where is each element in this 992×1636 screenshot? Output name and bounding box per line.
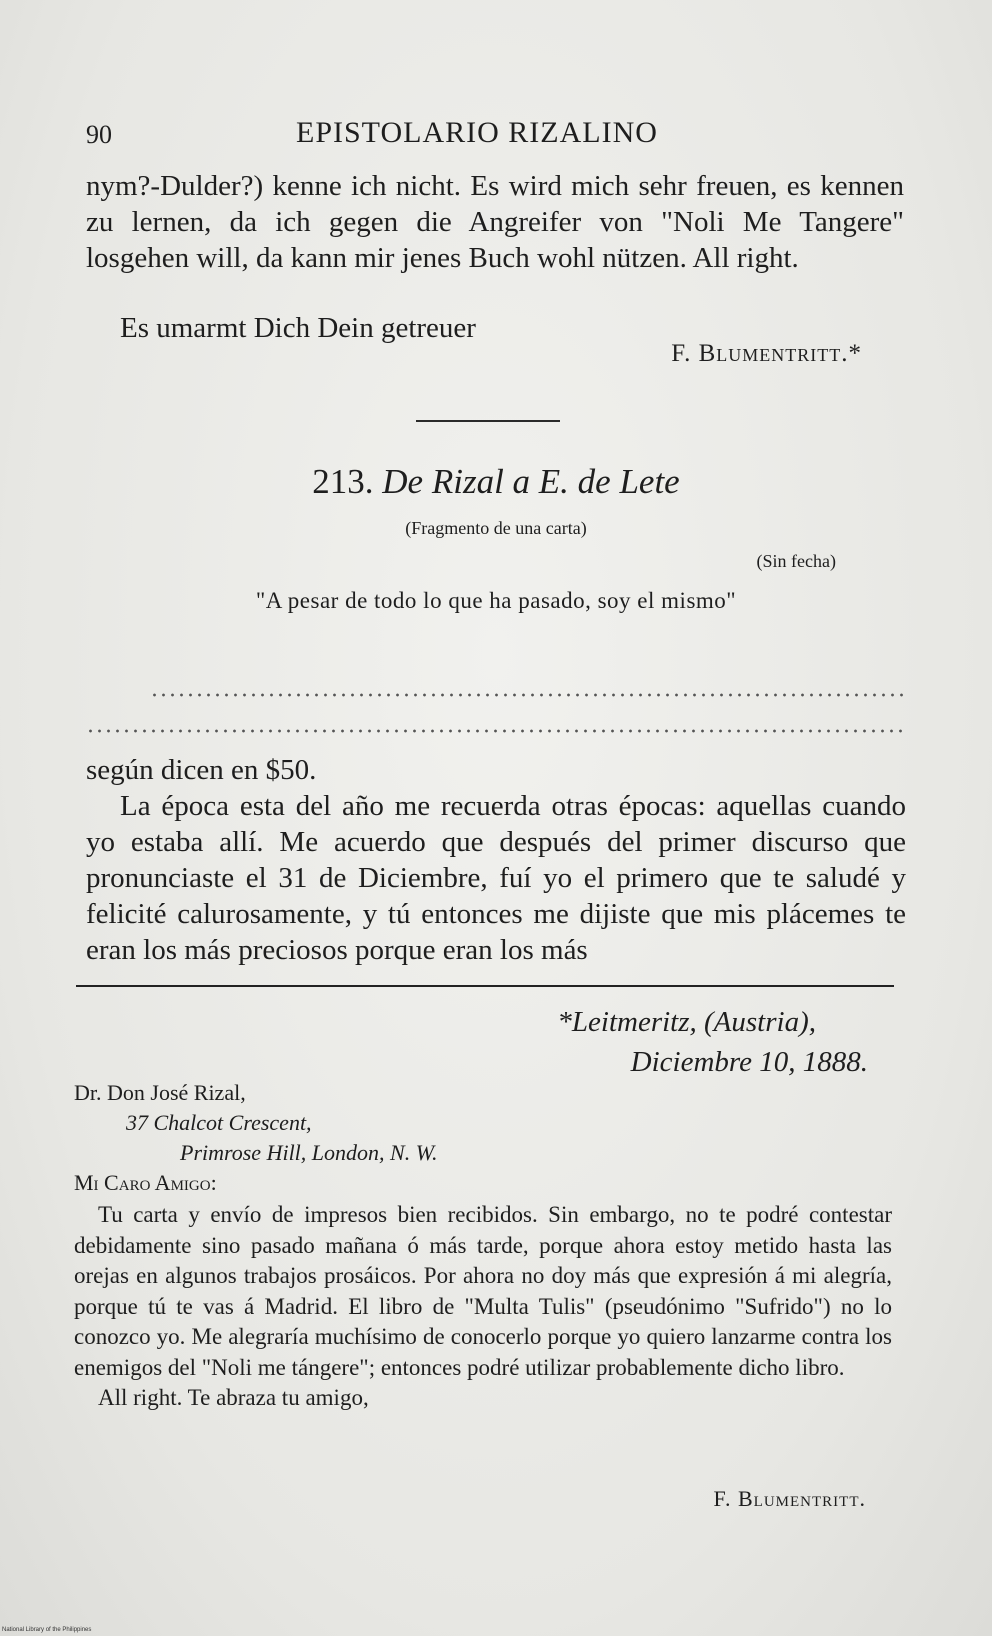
scan-credit: National Library of the Philippines bbox=[2, 1627, 92, 1633]
footnote-closing: All right. Te abraza tu amigo, bbox=[98, 1385, 369, 1410]
footnote-salutation: Mi Caro Amigo: bbox=[74, 1170, 217, 1195]
letter-title bbox=[0, 462, 992, 502]
footnote-address-line-2: Primrose Hill, London, N. W. bbox=[180, 1140, 438, 1165]
footnote-signature: F. Blumentritt. bbox=[713, 1486, 866, 1511]
page-number: 90 bbox=[86, 120, 112, 149]
running-head: EPISTOLARIO RIZALINO bbox=[296, 116, 658, 149]
letter-title-text: De Rizal a E. de Lete bbox=[382, 462, 680, 501]
letter-epigraph: "A pesar de todo lo que ha pasado, soy el mismo" bbox=[255, 588, 737, 613]
footnote-place: *Leitmeritz, (Austria), bbox=[557, 1006, 816, 1038]
letter-fragment-first-line: según dicen en $50. bbox=[86, 754, 317, 786]
previous-letter-signature: F. Blumentritt.* bbox=[671, 340, 862, 367]
footnote-rule bbox=[76, 985, 894, 987]
footnote-address-line-1: 37 Chalcot Crescent, bbox=[126, 1110, 312, 1135]
footnote-addressee: Dr. Don José Rizal, bbox=[74, 1080, 246, 1105]
ellipsis-line-1 bbox=[150, 688, 904, 702]
footnote-body-paragraph: Tu carta y envío de impresos bien recibidos. Sin embargo, no te podré contestar debidamente sino pasado mañana ó más tarde, porque ahora estoy metido hasta las orejas en algunos trabajos prosáicos. Por ahora no doy más que expresión á mi alegría, porque tú te vas á Madrid. El libro de "Multa Tulis" (pseudónimo "Sufrido") no lo conozco yo. Me alegraría muchísimo de conocerlo porque yo quiero lanzarme contra los enemigos del "Noli me tángere"; entonces podré utilizar probablemente dicho libro. bbox=[74, 1202, 892, 1380]
letter-subtitle: (Fragmento de una carta) bbox=[405, 518, 587, 538]
letter-body-paragraph: La época esta del año me recuerda otras épocas: aquellas cuando yo estaba allí. Me acuerdo que después del primer discurso que pronunciaste el 31 de Diciembre, fuí yo el primero que te saludé y felicité calurosamente, y tú entonces me dijiste que mis plácemes te eran los más preciosos porque eran los más bbox=[86, 790, 906, 966]
footnote-body bbox=[74, 1200, 892, 1414]
footnote-date: Diciembre 10, 1888. bbox=[630, 1046, 868, 1078]
previous-letter-closing: nym?-Dulder?) kenne ich nicht. Es wird mich sehr freuen, es kennen zu lernen, da ich gegen die Angreifer von "Noli Me Tangere" losgehen will, da kann mir jenes Buch wohl nützen. All right. bbox=[86, 170, 904, 274]
page-header bbox=[86, 116, 906, 156]
previous-letter-valediction: Es umarmt Dich Dein getreuer bbox=[120, 312, 476, 344]
letter-number: 213. bbox=[312, 462, 374, 501]
letter-date: (Sin fecha) bbox=[756, 551, 836, 571]
section-divider bbox=[416, 420, 560, 422]
ellipsis-line-2 bbox=[86, 724, 904, 738]
